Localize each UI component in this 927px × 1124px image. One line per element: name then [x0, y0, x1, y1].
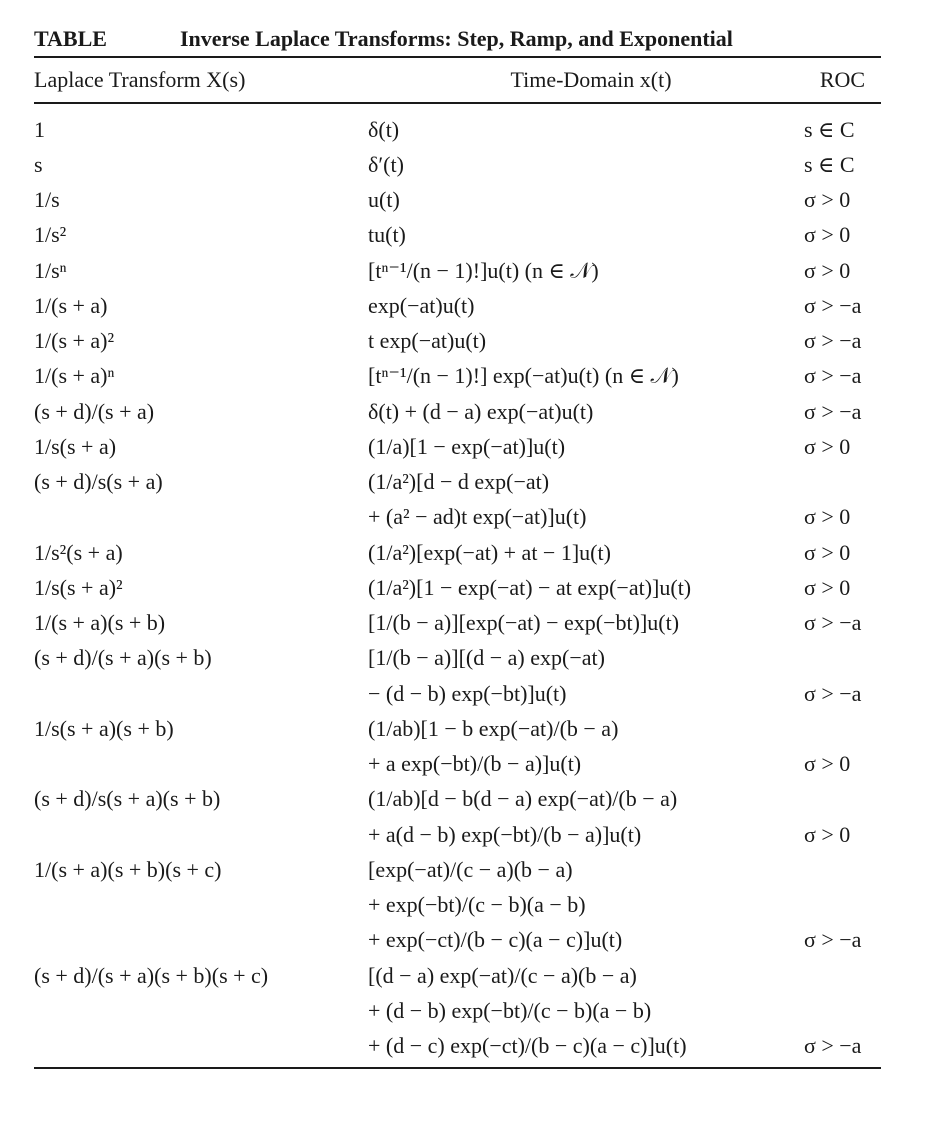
table-row — [34, 993, 881, 1028]
table-row — [34, 958, 881, 993]
cell-laplace: 1/(s + a)² — [34, 328, 115, 353]
cell-roc: s ∈ C — [804, 151, 855, 177]
cell-laplace: 1/sⁿ — [34, 257, 67, 283]
cell-roc — [798, 711, 881, 746]
cell-laplace — [34, 499, 368, 534]
table-row — [34, 887, 881, 922]
cell-time-domain: + a exp(−bt)/(b − a)]u(t) — [368, 751, 582, 776]
cell-laplace — [34, 1028, 368, 1063]
table-row — [34, 182, 881, 217]
cell-roc: σ > 0 — [804, 539, 851, 565]
cell-roc: σ > 0 — [804, 433, 851, 459]
cell-roc: σ > 0 — [804, 821, 851, 847]
header-laplace: Laplace Transform X(s) — [34, 67, 246, 92]
cell-roc: σ > 0 — [804, 574, 851, 600]
cell-roc — [798, 958, 881, 993]
laplace-table — [34, 22, 881, 1069]
cell-time-domain: δ′(t) — [368, 151, 404, 177]
cell-roc: σ > 0 — [804, 257, 851, 283]
cell-time-domain: u(t) — [368, 187, 400, 212]
table-row — [34, 394, 881, 429]
cell-roc: σ > −a — [804, 292, 862, 318]
table-row — [34, 1028, 881, 1063]
cell-laplace: 1/s — [34, 187, 60, 212]
table-row — [34, 676, 881, 711]
cell-roc: σ > −a — [804, 328, 862, 353]
cell-time-domain: [1/(b − a)][exp(−at) − exp(−bt)]u(t) — [368, 610, 680, 635]
cell-time-domain: [exp(−at)/(c − a)(b − a) — [368, 856, 573, 882]
cell-laplace: (s + d)/s(s + a) — [34, 469, 163, 494]
table-row — [34, 217, 881, 252]
table-row — [34, 112, 881, 147]
cell-roc: σ > −a — [804, 680, 862, 706]
cell-roc: σ > −a — [804, 363, 862, 389]
table-row — [34, 358, 881, 393]
cell-time-domain: [tⁿ⁻¹/(n − 1)!] exp(−at)u(t) (n ∈ 𝒩) — [368, 363, 679, 389]
cell-roc: σ > 0 — [804, 222, 851, 248]
cell-laplace — [34, 887, 368, 922]
cell-laplace — [34, 676, 368, 711]
cell-time-domain: + (d − b) exp(−bt)/(c − b)(a − b) — [368, 997, 652, 1023]
table-row — [34, 817, 881, 852]
cell-roc: s ∈ C — [804, 116, 855, 142]
cell-laplace: 1/s(s + a)² — [34, 574, 123, 600]
cell-time-domain: δ(t) — [368, 116, 400, 142]
cell-laplace — [34, 993, 368, 1028]
bottom-rule — [34, 1067, 881, 1069]
cell-roc — [798, 852, 881, 887]
cell-time-domain: [1/(b − a)][(d − a) exp(−at) — [368, 645, 605, 671]
cell-time-domain: (1/a²)[d − d exp(−at) — [368, 469, 550, 494]
table-caption — [34, 22, 881, 56]
cell-time-domain: (1/a)[1 − exp(−at)]u(t) — [368, 433, 566, 459]
cell-time-domain: (1/ab)[1 − b exp(−at)/(b − a) — [368, 715, 619, 741]
cell-laplace: 1 — [34, 116, 45, 142]
cell-laplace: 1/(s + a)ⁿ — [34, 363, 115, 389]
table-row — [34, 499, 881, 534]
cell-time-domain: + (d − c) exp(−ct)/(b − c)(a − c)]u(t) — [368, 1033, 687, 1058]
cell-roc — [798, 464, 881, 499]
caption-title: Inverse Laplace Transforms: Step, Ramp, and Exponential — [180, 26, 733, 51]
cell-roc: σ > −a — [804, 927, 862, 953]
table-row — [34, 640, 881, 675]
cell-roc: σ > −a — [804, 610, 862, 635]
cell-time-domain: tu(t) — [368, 222, 406, 248]
cell-time-domain: (1/a²)[exp(−at) + at − 1]u(t) — [368, 539, 611, 565]
table-row — [34, 711, 881, 746]
cell-roc — [798, 640, 881, 675]
cell-laplace: 1/s²(s + a) — [34, 539, 123, 565]
table-row — [34, 535, 881, 570]
table-row — [34, 253, 881, 288]
cell-roc: σ > −a — [804, 398, 862, 424]
cell-roc: σ > 0 — [804, 751, 851, 776]
cell-laplace: (s + d)/s(s + a)(s + b) — [34, 786, 221, 812]
table-row — [34, 746, 881, 781]
cell-laplace: (s + d)/(s + a) — [34, 398, 155, 424]
table-row — [34, 852, 881, 887]
table-row — [34, 288, 881, 323]
header-roc: ROC — [819, 67, 866, 92]
table-row — [34, 429, 881, 464]
table-row — [34, 781, 881, 816]
cell-time-domain: δ(t) + (d − a) exp(−at)u(t) — [368, 398, 594, 424]
caption-label: TABLE — [34, 26, 107, 51]
cell-roc: σ > −a — [804, 1033, 862, 1058]
cell-laplace: 1/(s + a)(s + b) — [34, 610, 166, 635]
cell-time-domain: − (d − b) exp(−bt)]u(t) — [368, 680, 567, 706]
cell-laplace: 1/(s + a) — [34, 292, 108, 318]
cell-time-domain: + (a² − ad)t exp(−at)]u(t) — [368, 504, 587, 530]
table-row — [34, 605, 881, 640]
table-row — [34, 570, 881, 605]
cell-laplace: 1/s(s + a) — [34, 433, 117, 459]
cell-time-domain: + exp(−bt)/(c − b)(a − b) — [368, 892, 586, 917]
cell-laplace — [34, 922, 368, 957]
cell-laplace: 1/(s + a)(s + b)(s + c) — [34, 856, 222, 882]
table-row — [34, 323, 881, 358]
header-time-domain: Time-Domain x(t) — [510, 67, 672, 92]
cell-laplace: 1/s(s + a)(s + b) — [34, 715, 174, 741]
cell-time-domain: (1/ab)[d − b(d − a) exp(−at)/(b − a) — [368, 786, 678, 812]
table-row — [34, 922, 881, 957]
cell-laplace — [34, 817, 368, 852]
table-row — [34, 464, 881, 499]
cell-time-domain: + exp(−ct)/(b − c)(a − c)]u(t) — [368, 927, 623, 953]
cell-time-domain: + a(d − b) exp(−bt)/(b − a)]u(t) — [368, 821, 642, 847]
cell-laplace — [34, 746, 368, 781]
cell-laplace: (s + d)/(s + a)(s + b) — [34, 645, 212, 671]
cell-roc — [798, 887, 881, 922]
table-body — [34, 104, 881, 1068]
cell-time-domain: [tⁿ⁻¹/(n − 1)!]u(t) (n ∈ 𝒩) — [368, 257, 599, 283]
cell-laplace: (s + d)/(s + a)(s + b)(s + c) — [34, 962, 269, 988]
cell-roc — [798, 781, 881, 816]
table-row — [34, 147, 881, 182]
cell-time-domain: (1/a²)[1 − exp(−at) − at exp(−at)]u(t) — [368, 574, 692, 600]
cell-laplace: s — [34, 151, 43, 177]
cell-time-domain: exp(−at)u(t) — [368, 292, 475, 318]
cell-roc: σ > 0 — [804, 504, 851, 530]
cell-roc — [798, 993, 881, 1028]
cell-laplace: 1/s² — [34, 222, 67, 248]
cell-time-domain: [(d − a) exp(−at)/(c − a)(b − a) — [368, 962, 637, 988]
header-row — [34, 58, 881, 102]
cell-time-domain: t exp(−at)u(t) — [368, 328, 487, 353]
cell-roc: σ > 0 — [804, 187, 851, 212]
